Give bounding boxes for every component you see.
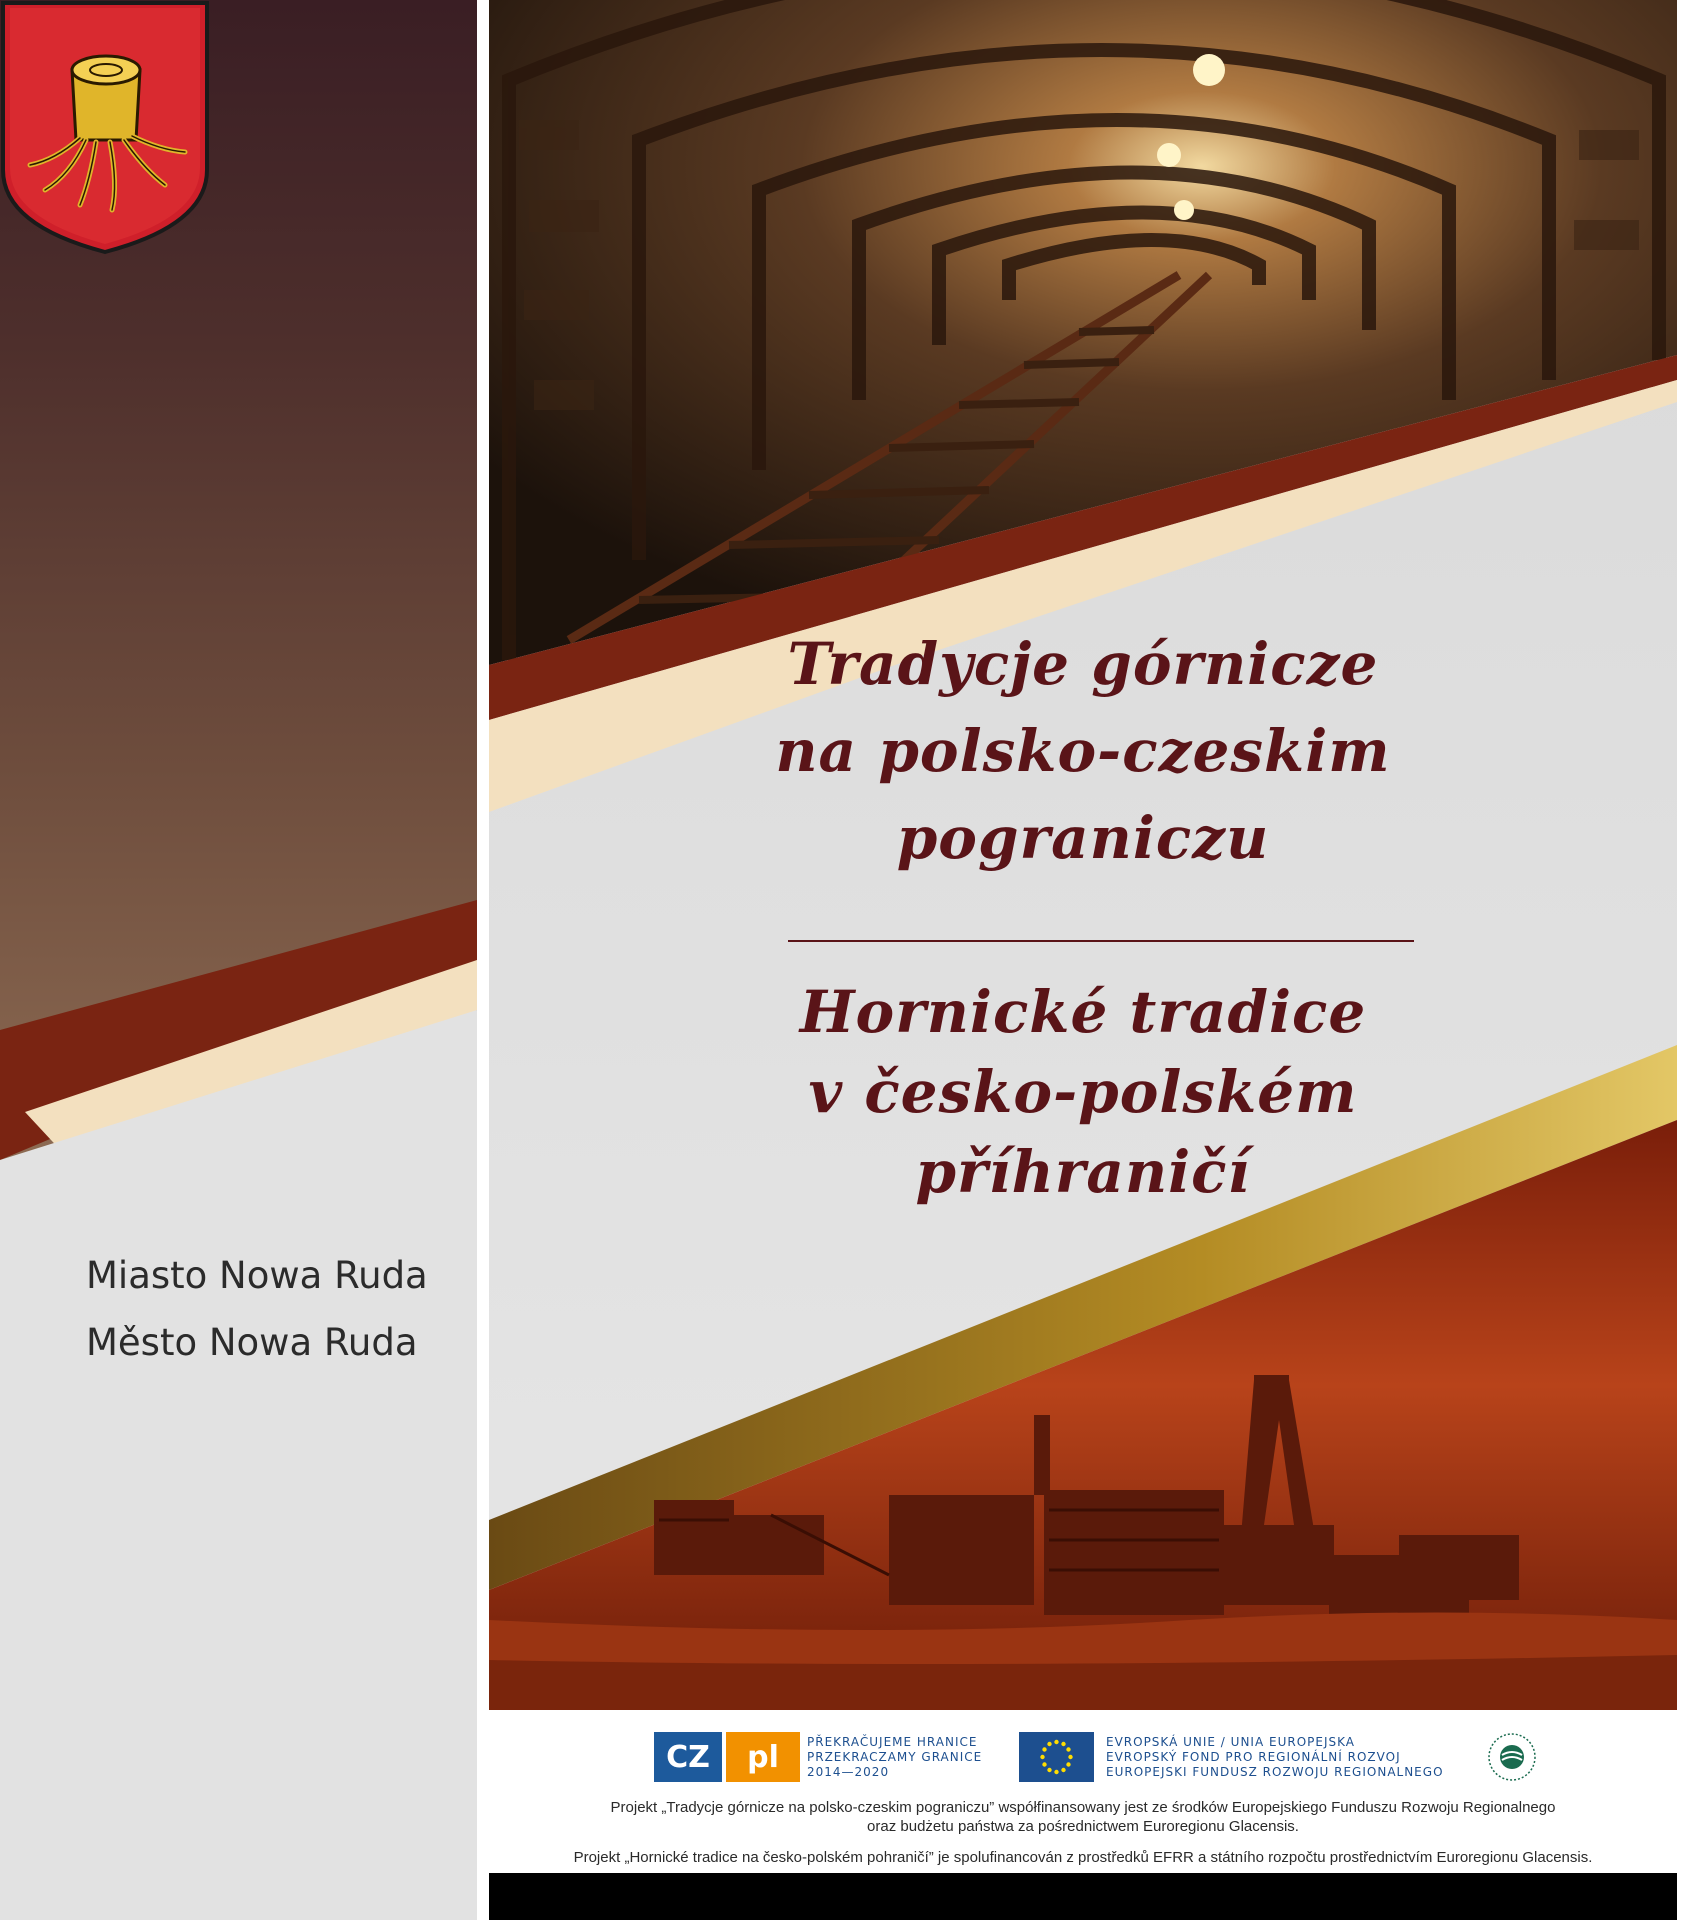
- czpl-logo-cz: CZ: [666, 1740, 710, 1775]
- eu-line-2: EVROPSKÝ FOND PRO REGIONÁLNÍ ROZVOJ: [1106, 1750, 1401, 1764]
- coat-of-arms-icon: [0, 0, 210, 255]
- cover-panel: [489, 0, 1677, 1920]
- left-panel: [0, 0, 477, 1920]
- left-decorative-bands: [0, 0, 477, 1920]
- czpl-logo-pl: pl: [747, 1740, 779, 1775]
- city-name-czech: Město Nowa Ruda: [86, 1321, 418, 1364]
- czpl-logo-icon: [654, 1732, 800, 1782]
- city-name-polish: Miasto Nowa Ruda: [86, 1254, 428, 1297]
- title-polish-line-3: pograniczu: [896, 804, 1270, 872]
- czpl-line-1: PŘEKRAČUJEME HRANICE: [807, 1735, 978, 1749]
- eu-logo-text: [1106, 1735, 1444, 1780]
- title-czech-line-3: příhraničí: [915, 1138, 1251, 1206]
- eu-flag-icon: [1019, 1732, 1094, 1782]
- funding-statement-czech: Projekt „Hornické tradice na česko-polském pohraničí” je spolufinancován z prostředků EFRR a státního rozpočtu prostřednictvím Euroregionu Glacensis.: [573, 1849, 1593, 1866]
- title-czech-line-1: Hornické tradice: [799, 978, 1367, 1046]
- funding-statement-polish-line-1: Projekt „Tradycje górnicze na polsko-czeskim pograniczu” współfinansowany jest ze środków Europejskiego Funduszu Rozwoju Regionalnego: [610, 1799, 1556, 1816]
- title-divider: [788, 940, 1414, 942]
- euroregion-glacensis-logo-icon: [1487, 1732, 1537, 1782]
- czpl-line-3: 2014—2020: [807, 1765, 890, 1779]
- title-czech-line-2: v česko-polském: [808, 1058, 1358, 1126]
- funding-statement-polish-line-2: oraz budżetu państwa za pośrednictwem Euroregionu Glacensis.: [867, 1818, 1299, 1835]
- czpl-line-2: PRZEKRACZAMY GRANICE: [807, 1750, 983, 1764]
- czpl-logo-text: [807, 1735, 982, 1780]
- bottom-black-bar: [489, 1873, 1677, 1920]
- light-band: [0, 1010, 477, 1920]
- funding-footer: [489, 1710, 1677, 1873]
- eu-line-3: EUROPEJSKI FUNDUSZ ROZWOJU REGIONALNEGO: [1106, 1765, 1444, 1779]
- title-polish-line-2: na polsko-czeskim: [775, 717, 1391, 785]
- title-polish-line-1: Tradycje górnicze: [787, 630, 1379, 698]
- eu-line-1: EVROPSKÁ UNIE / UNIA EUROPEJSKA: [1106, 1735, 1355, 1749]
